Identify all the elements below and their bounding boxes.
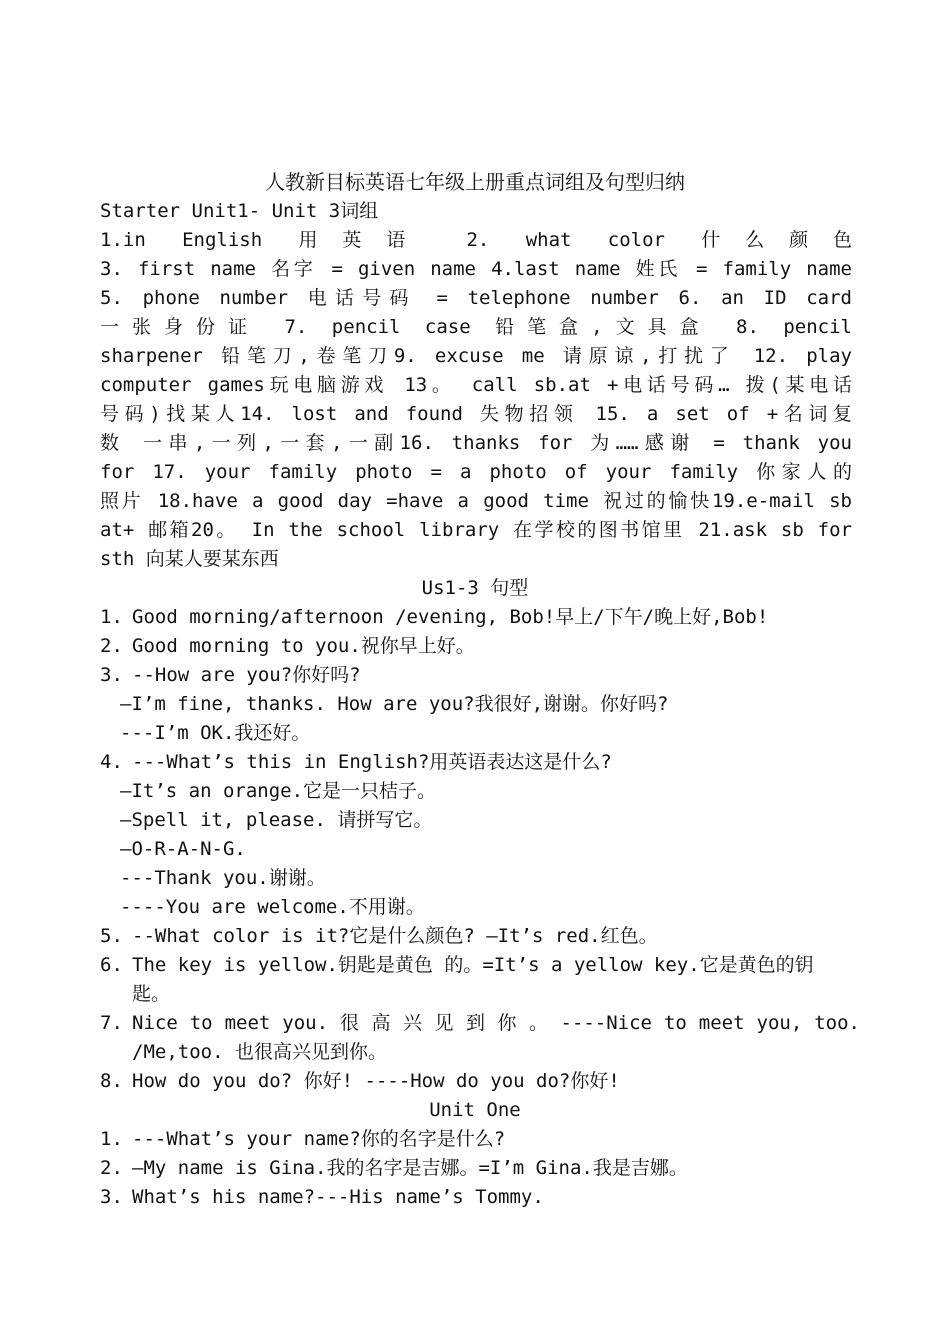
sentence-text: —Spell it, please. 请拼写它。 xyxy=(120,809,433,831)
vocab-line: sharpener 铅笔刀,卷笔刀9. excuse me 请原谅,打扰了 12. play xyxy=(100,345,852,367)
vocab-line: 5. phone number 电话号码 = telephone number 6. an ID card xyxy=(100,287,852,309)
sentence-text: —O-R-A-N-G. xyxy=(120,838,246,860)
sentence-number: 1. xyxy=(100,606,123,628)
sentence-number: 2. xyxy=(100,1157,123,1179)
sentence-row xyxy=(100,1125,860,1154)
vocab-line: 一张身份证 7. pencil case 铅笔盒,文具盒 8. pencil xyxy=(100,316,852,338)
sentence-text: Nice to meet you. 很 高 兴 见 到 你 。 ----Nice to meet you, too. xyxy=(132,1012,860,1034)
sentence-row xyxy=(100,1154,860,1183)
sentence-number: 2. xyxy=(100,635,123,657)
vocab-line: 1.in English 用英语 2. what color 什么颜色 xyxy=(100,229,852,251)
sentence-text: ---I’m OK.我还好。 xyxy=(120,722,311,744)
sentence-row xyxy=(100,603,860,632)
sentence-row xyxy=(100,980,860,1009)
sentence-number: 8. xyxy=(100,1070,123,1092)
vocab-line: for 17. your family photo = a photo of your family 你家人的 xyxy=(100,461,852,483)
unit-one-heading: Unit One xyxy=(429,1099,521,1121)
vocab-line: sth 向某人要某东西 xyxy=(100,548,279,570)
sentence-number: 3. xyxy=(100,664,123,686)
sentence-text: --What color is it?它是什么颜色? —It’s red.红色。 xyxy=(132,925,658,947)
sentence-text: 匙。 xyxy=(132,983,171,1005)
vocab-line: 数 一串,一列,一套,一副16. thanks for 为……感谢 = thank you xyxy=(100,432,852,454)
sentence-row xyxy=(100,690,860,719)
sentence-row xyxy=(100,777,860,806)
sentence-text: ----You are welcome.不用谢。 xyxy=(120,896,425,918)
sentence-text: —My name is Gina.我的名字是吉娜。=I’m Gina.我是吉娜。 xyxy=(132,1157,688,1179)
sentence-row xyxy=(100,1067,860,1096)
sentence-row xyxy=(100,1009,860,1038)
sentence-row xyxy=(100,748,860,777)
sentence-row xyxy=(100,835,860,864)
sentence-text: ---What’s this in English?用英语表达这是什么? xyxy=(132,751,612,773)
vocab-line: 照片 18.have a good day =have a good time 祝过的愉快19.e-mail sb xyxy=(100,490,852,512)
sentence-text: ---What’s your name?你的名字是什么? xyxy=(132,1128,506,1150)
sentence-row xyxy=(100,806,860,835)
sentence-row xyxy=(100,719,860,748)
sentence-number: 7. xyxy=(100,1012,123,1034)
sentences-heading: Us1-3 句型 xyxy=(421,577,529,599)
sentence-text: Good morning to you.祝你早上好。 xyxy=(132,635,475,657)
sentence-text: —I’m fine, thanks. How are you?我很好,谢谢。你好吗? xyxy=(120,693,669,715)
sentence-text: /Me,too. 也很高兴见到你。 xyxy=(132,1041,387,1063)
sentence-number: 4. xyxy=(100,751,123,773)
vocab-line: 号码)找某人14. lost and found 失物招领 15. a set of +名词复 xyxy=(100,403,852,425)
sentence-text: Good morning/afternoon /evening, Bob!早上/下午/晚上好,Bob! xyxy=(132,606,769,628)
sentence-row xyxy=(100,1038,860,1067)
sentence-row xyxy=(100,893,860,922)
sentence-text: What’s his name?---His name’s Tommy. xyxy=(132,1186,544,1208)
sentence-number: 3. xyxy=(100,1186,123,1208)
sentence-number: 6. xyxy=(100,954,123,976)
sentence-text: --How are you?你好吗? xyxy=(132,664,361,686)
sentence-text: The key is yellow.钥匙是黄色 的。=It’s a yellow key.它是黄色的钥 xyxy=(132,954,814,976)
sentence-row xyxy=(100,1183,860,1212)
sentence-text: ---Thank you.谢谢。 xyxy=(120,867,326,889)
vocab-line: at+ 邮箱20。 In the school library 在学校的图书馆里 21.ask sb for xyxy=(100,519,852,541)
starter-vocab-heading: Starter Unit1- Unit 3词组 xyxy=(100,200,379,222)
sentence-number: 5. xyxy=(100,925,123,947)
sentence-text: —It’s an orange.它是一只桔子。 xyxy=(120,780,437,802)
vocab-line: 3. first name 名字 = given name 4.last name 姓氏 = family name xyxy=(100,258,852,280)
sentence-row xyxy=(100,951,860,980)
sentence-number: 1. xyxy=(100,1128,123,1150)
sentence-row xyxy=(100,922,860,951)
vocab-paragraph xyxy=(100,226,852,574)
sentence-text: How do you do? 你好! ----How do you do?你好! xyxy=(132,1070,620,1092)
sentence-row xyxy=(100,632,860,661)
unit-one-sentence-list xyxy=(100,1125,860,1212)
sentence-row xyxy=(100,661,860,690)
document-title: 人教新目标英语七年级上册重点词组及句型归纳 xyxy=(265,170,685,194)
sentence-list xyxy=(100,603,860,1096)
vocab-line: computer games玩电脑游戏 13。 call sb.at +电话号码… 拨(某电话 xyxy=(100,374,852,396)
sentence-row xyxy=(100,864,860,893)
